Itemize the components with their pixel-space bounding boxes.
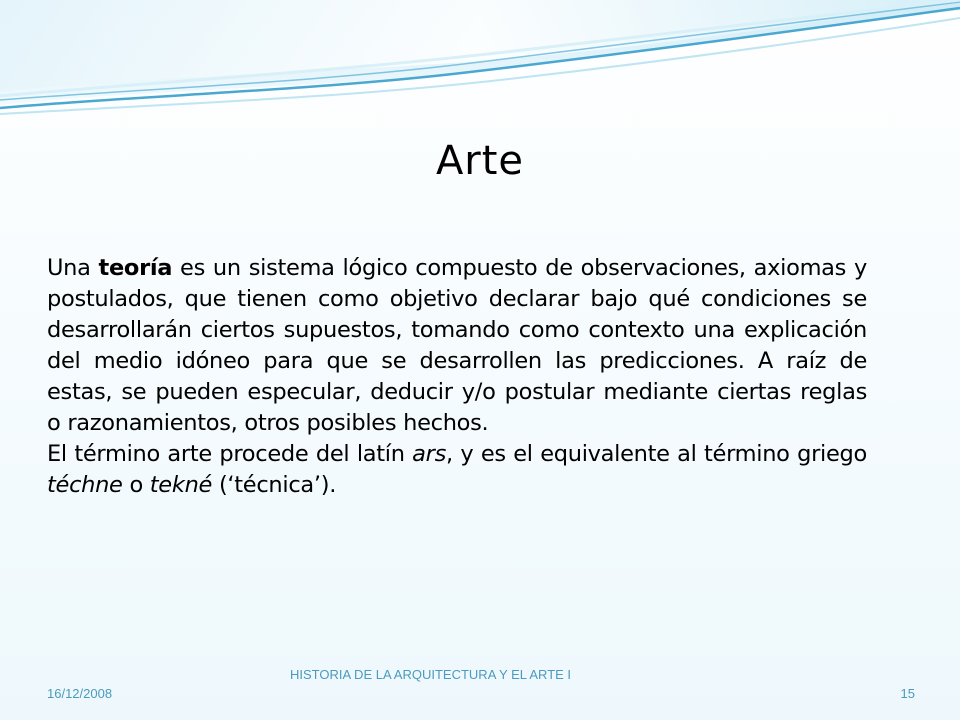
etymology-text-1: El término arte procede del latín: [47, 441, 413, 467]
header-wave-decoration: [0, 0, 960, 130]
term-ars: ars: [412, 441, 447, 467]
paragraph-theory: [47, 253, 867, 439]
paragraph-theory-intro: Una: [47, 255, 99, 281]
etymology-text-2: , y es el equivalente al término griego: [446, 441, 867, 467]
etymology-text-3: o: [122, 472, 150, 498]
footer-course-title: HISTORIA DE LA ARQUITECTURA Y EL ARTE I: [290, 667, 572, 682]
footer-page-number: 15: [900, 686, 915, 701]
paragraph-theory-text: es un sistema lógico compuesto de observaciones, axiomas y postulados, que tienen como objetivo declarar bajo qué condiciones se desarrollarán ciertos supuestos, tomando como contexto una explicación del medio idóneo para que se desarrollen las predicciones. A raíz de estas, se pueden especular, deducir y/o postular mediante ciertas reglas o razonamientos, otros posibles hechos.: [47, 255, 867, 436]
footer-date: 16/12/2008: [47, 686, 113, 701]
slide-title: Arte: [435, 138, 525, 184]
keyword-teoria: teoría: [98, 255, 173, 281]
term-tekne: tekné: [149, 472, 213, 498]
paragraph-art-etymology: [47, 439, 867, 501]
term-techne: téchne: [47, 472, 123, 498]
etymology-text-4: (‘técnica’).: [212, 472, 337, 498]
slide-body: [47, 253, 867, 501]
